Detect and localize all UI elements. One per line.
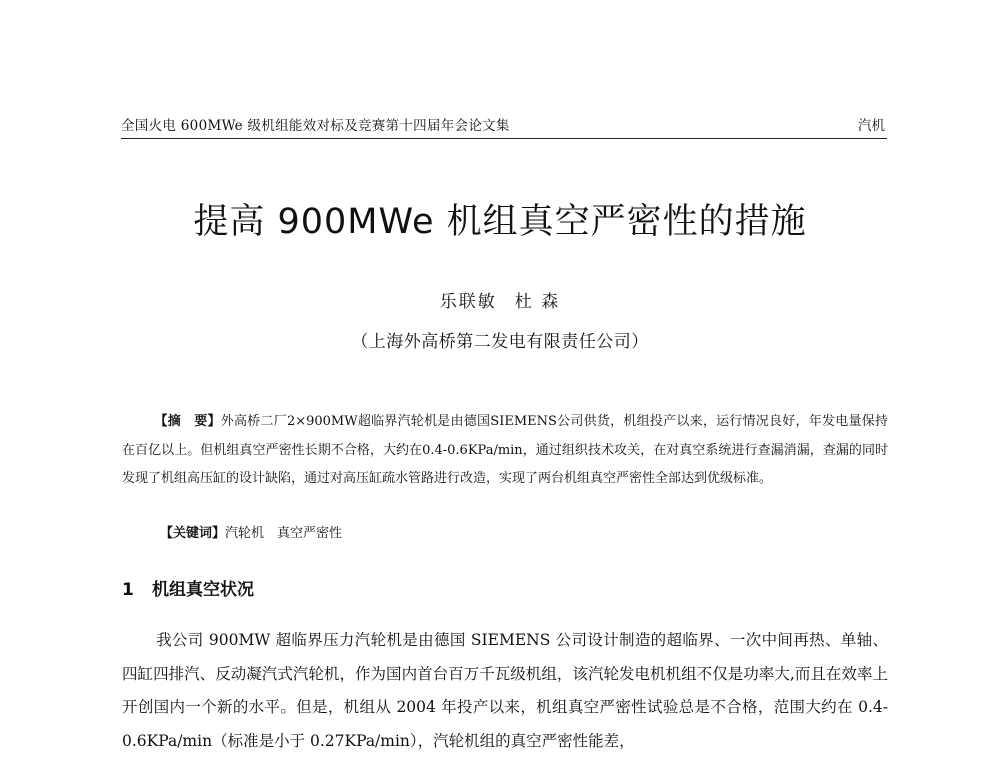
section-title: 机组真空状况 bbox=[152, 580, 254, 600]
section-category: 汽机 bbox=[858, 118, 885, 134]
section-heading bbox=[122, 577, 888, 603]
running-header bbox=[121, 116, 887, 139]
keywords-text: 汽轮机 真空严密性 bbox=[225, 526, 343, 541]
section-number: 1 bbox=[122, 580, 134, 600]
abstract-text: 外高桥二厂2×900MW超临界汽轮机是由德国SIEMENS公司供货，机组投产以来，运行情况良好，年发电量保持在百亿以上。但机组真空严密性长期不合格，大约在0.4-0.6KPa/min，通过组织技术攻关，在对真空系统进行查漏消漏，查漏的同时发现了机组高压缸的设计缺陷，通过对高压缸疏水管路进行改造，实现了两台机组真空严密性全部达到优级标准。 bbox=[122, 414, 888, 486]
abstract bbox=[122, 408, 888, 494]
author-affiliation: （上海外高桥第二发电有限责任公司） bbox=[351, 332, 649, 352]
body-paragraph: 我公司 900MW 超临界压力汽轮机是由德国 SIEMENS 公司设计制造的超临界、一次中间再热、单轴、四缸四排汽、反动凝汽式汽轮机，作为国内首台百万千瓦级机组，该汽轮发电机机组不仅是功率大,而且在效率上开创国内一个新的水平。但是，机组从 2004 年投产以来，机组真空严密性试验总是不合格，范围大约在 0.4-0.6KPa/min（标准是小于 0.27KPa/min），汽轮机组的真空严密性能差， bbox=[122, 631, 888, 750]
author-name: 乐联敏 bbox=[439, 292, 497, 312]
paper-title: 提高 900MWe 机组真空严密性的措施 bbox=[193, 202, 807, 242]
author-name: 杜 森 bbox=[514, 292, 561, 312]
proceedings-title: 全国火电 600MWe 级机组能效对标及竞赛第十四届年会论文集 bbox=[121, 118, 510, 134]
keywords-label: 【关键词】 bbox=[160, 526, 226, 541]
abstract-label: 【摘 要】 bbox=[154, 414, 221, 429]
author-list bbox=[0, 290, 1000, 314]
keywords bbox=[160, 521, 860, 547]
